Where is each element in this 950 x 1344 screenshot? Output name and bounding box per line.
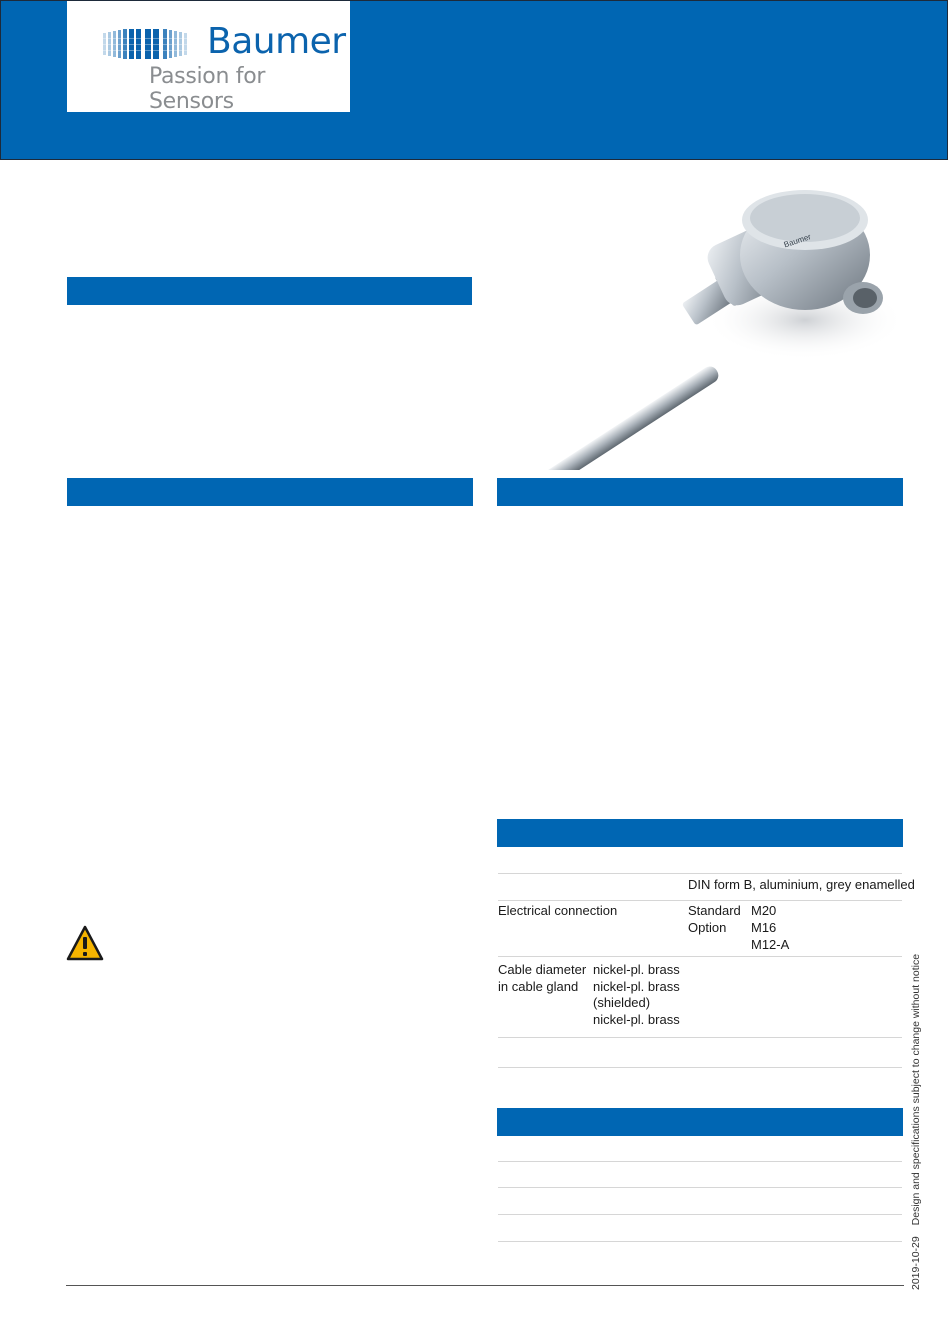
housing-value: DIN form B, aluminium, grey enamelled — [688, 877, 915, 892]
table-divider — [498, 1037, 902, 1038]
baumer-logo-icon — [103, 29, 193, 59]
option-label: Option — [688, 920, 727, 935]
option-value: M16 — [751, 920, 777, 935]
header-banner — [0, 0, 948, 160]
product-photo — [505, 180, 905, 470]
cable-diameter-label: Cable diameter — [498, 962, 587, 977]
brand-logo — [67, 1, 350, 112]
gland-material: nickel-pl. brass — [593, 962, 680, 977]
section-bar-right — [497, 478, 903, 506]
side-note-text: Design and specifications subject to change without notice — [910, 953, 922, 1226]
table-divider — [498, 873, 902, 874]
brand-name: Baumer — [207, 21, 346, 62]
section-bar-overview — [67, 277, 472, 305]
table-divider — [498, 1241, 902, 1242]
electrical-connection-label: Electrical connection — [498, 903, 618, 918]
side-note — [910, 946, 922, 1290]
cable-diameter-label: in cable gland — [498, 979, 579, 994]
table-divider — [498, 900, 902, 901]
footer-rule — [66, 1285, 904, 1286]
gland-material: (shielded) — [593, 995, 651, 1010]
section-bar-left — [67, 478, 473, 506]
table-divider — [498, 1161, 902, 1162]
table-divider — [498, 956, 902, 957]
svg-text:Baumer: Baumer — [782, 232, 813, 250]
brand-tagline: Passion for Sensors — [149, 64, 266, 114]
section-bar-mechanical — [497, 819, 903, 847]
section-bar-lower — [497, 1108, 903, 1136]
table-divider — [498, 1067, 902, 1068]
gland-material: nickel-pl. brass — [593, 979, 680, 994]
warning-icon — [66, 925, 104, 961]
standard-label: Standard — [688, 903, 741, 918]
table-divider — [498, 1187, 902, 1188]
side-note-date: 2019-10-29 — [910, 1236, 922, 1290]
table-divider — [498, 1214, 902, 1215]
option-value: M12-A — [751, 937, 790, 952]
gland-material: nickel-pl. brass — [593, 1012, 680, 1027]
standard-value: M20 — [751, 903, 777, 918]
